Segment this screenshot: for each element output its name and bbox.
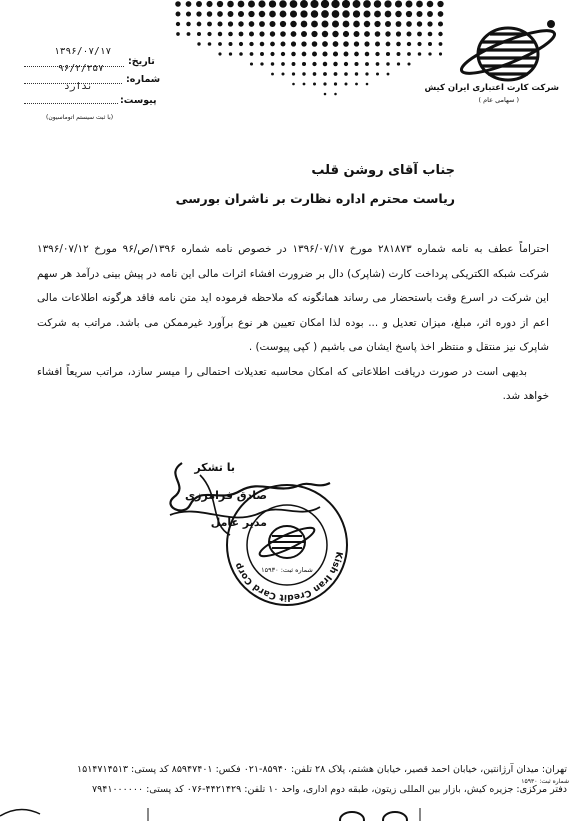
letterhead-dot — [416, 1, 423, 8]
letterhead-dot — [385, 11, 392, 18]
letterhead-dot — [270, 31, 275, 36]
letterhead-dot — [407, 42, 411, 46]
letterhead-dot — [269, 11, 276, 18]
letterhead-dot — [301, 31, 307, 37]
letterhead-dot — [385, 21, 391, 27]
letterhead-dot — [239, 52, 243, 56]
footer-kish-address: دفتر مرکزی: جزیره کیش، بازار بین المللی زیتون، طبقه دوم اداری، واحد ۱۰ تلفن: ۴۴۲۱۴۲۹-۰۷۶ کد پستی: ۷۹۴۱۰۰۰۰۰۰ — [92, 784, 567, 795]
letterhead-dot — [342, 10, 349, 17]
letterhead-dot — [249, 31, 254, 36]
letterhead-dot — [407, 52, 411, 56]
letterhead-dot — [342, 0, 350, 8]
letterhead-dot — [312, 62, 316, 66]
letterhead-dot — [323, 72, 327, 76]
letterhead-dot — [249, 21, 255, 27]
letterhead-dot — [175, 1, 181, 7]
letterhead-dot — [313, 72, 317, 76]
attachment-label: پیوست: — [120, 95, 157, 106]
date-value: ۱۳۹۶/۰۷/۱۷ — [54, 46, 112, 57]
letterhead-dot — [300, 0, 308, 8]
letterhead-dot — [228, 32, 233, 37]
letterhead-dot — [438, 32, 442, 36]
letterhead-dot — [238, 11, 244, 17]
letterhead-dot — [207, 32, 211, 36]
letterhead-dot — [270, 42, 275, 47]
letterhead-dot — [332, 20, 339, 27]
letterhead-dot — [187, 32, 191, 36]
letterhead-dot — [363, 10, 370, 17]
letterhead-dot — [260, 52, 264, 56]
letterhead-dot — [386, 52, 390, 56]
letterhead-dot — [238, 1, 245, 8]
letterhead-dot — [196, 11, 201, 16]
number-value: ۹۶/۲/۲۵۷ — [58, 63, 104, 74]
letterhead-dot — [354, 52, 359, 57]
letterhead-dot — [343, 31, 349, 37]
company-type: ( سهامی عام ) — [478, 96, 519, 104]
letterhead-dot — [322, 31, 328, 37]
automation-note: (با ثبت سیستم اتوماسیون) — [46, 114, 114, 121]
letterhead-dot — [418, 52, 422, 56]
letterhead-dot — [384, 0, 391, 7]
letterhead-dot — [311, 31, 317, 37]
letterhead-dot — [397, 52, 401, 56]
letterhead-dot — [364, 41, 369, 46]
letterhead-dot — [407, 62, 410, 65]
letterhead-dot — [364, 21, 370, 27]
letterhead-dot — [302, 52, 307, 57]
letterhead-dot — [406, 11, 412, 17]
company-logo-icon — [456, 16, 560, 86]
letterhead-dot — [229, 42, 233, 46]
letterhead-dot — [428, 52, 431, 55]
letterhead-dot — [343, 41, 349, 47]
letterhead-dot — [270, 52, 274, 56]
letterhead-dot — [269, 0, 276, 7]
letterhead-dot — [355, 72, 358, 75]
letterhead-dot — [279, 0, 287, 8]
letterhead-dot — [281, 42, 286, 47]
letterhead-dot — [344, 52, 349, 57]
letterhead-dot — [417, 21, 422, 26]
closing-text: با تشکر — [194, 461, 235, 474]
footer-bottom-marks — [0, 800, 585, 821]
letterhead-dot — [344, 62, 348, 66]
letterhead-dot — [238, 21, 243, 26]
letterhead-dot — [427, 1, 434, 8]
letterhead-dot — [280, 21, 286, 27]
letterhead-dot — [406, 31, 411, 36]
letterhead-dot — [218, 52, 221, 55]
letterhead-dot — [439, 42, 443, 46]
letterhead-dot — [397, 62, 400, 65]
signer-name: صادق فرامرزی — [185, 489, 267, 502]
letterhead-dot — [365, 62, 369, 66]
letterhead-dot — [376, 62, 380, 66]
letterhead-dot — [228, 21, 233, 26]
company-name: شرکت کارت اعتباری ایران کیش — [424, 83, 559, 93]
letterhead-dot — [365, 72, 368, 75]
letterhead-dot — [239, 42, 243, 46]
letterhead-dot — [259, 11, 265, 17]
date-label: تاریخ: — [128, 56, 155, 67]
letterhead-dot — [324, 93, 327, 96]
paragraph-1: احتراماً عطف به نامه شماره ۲۸۱۸۷۳ مورخ ۱۳۹۶/۰۷/۱۷ در خصوص نامه شماره ۱۳۹۶/ص/۹۶ مورخ ۱۳۹۶/۰۷/۱۲ شرکت شبکه الکتریکی پرداخت کارت (شاپرک) دال بر ضرورت افشاء اثرات مالی این نامه در پیش بینی درآمد هر سهم این شرکت در اسرع وقت باستحضار می رساند همانگونه که ملاحظه فرموده اید متن نامه فاقد هرگونه اطلاعات مالی اعم از دوره اثر، مبلغ، میزان تعدیل و ... بوده لذا امکان تعیین هر نوع برآورد غیرممکن می باشد. مراتب به شرکت شاپرک نیز منتقل و منتظر اخذ پاسخ ایشان می باشیم ( کپی پیوست) . — [37, 243, 550, 353]
letterhead-dot — [322, 51, 327, 56]
company-stamp — [222, 480, 352, 610]
attachment-line — [24, 103, 118, 104]
letterhead-dot — [355, 83, 358, 86]
letterhead-dot — [311, 21, 318, 28]
letterhead-dot — [321, 10, 329, 18]
signer-title: مدیر عامل — [210, 516, 267, 529]
stamp-reg-number: شماره ثبت: ۱۵۹۳۰ — [261, 566, 313, 574]
letterhead-dot — [386, 62, 389, 65]
letterhead-dot — [343, 21, 350, 28]
letterhead-dot — [208, 42, 212, 46]
letterhead-dot — [290, 21, 296, 27]
letterhead-dot — [176, 12, 181, 17]
letterhead-dot — [301, 21, 308, 28]
letterhead-dot — [438, 11, 444, 17]
letterhead-dot — [428, 32, 433, 37]
stamp-circle-text: Kish Iran Credit Card Corp — [233, 550, 344, 603]
addressee-position: ریاست محترم اداره نظارت بر ناشران بورسی — [175, 191, 455, 206]
addressee-name: جناب آقای روشن قلب — [311, 163, 455, 178]
letterhead-dot — [291, 52, 296, 57]
letterhead-dot — [333, 62, 337, 66]
letterhead-dot — [292, 83, 295, 86]
letterhead-dot — [248, 11, 254, 17]
letterhead-dot — [197, 22, 202, 27]
letterhead-dot — [416, 11, 422, 17]
letterhead-dot — [302, 62, 306, 66]
letterhead-dot — [248, 1, 255, 8]
letterhead-dot — [197, 32, 201, 36]
letterhead-dot — [334, 82, 337, 85]
letterhead-dot — [311, 10, 318, 17]
letterhead-dot — [271, 73, 274, 76]
letterhead-dot — [271, 62, 274, 65]
letterhead-dot — [218, 42, 222, 46]
letterhead-dot — [334, 93, 337, 96]
letterhead-dot — [196, 1, 202, 7]
letterhead-dot — [321, 0, 329, 8]
letterhead-dot — [269, 21, 275, 27]
letterhead-dot — [197, 42, 200, 45]
letterhead-dot — [281, 52, 285, 56]
letterhead-dot — [303, 83, 306, 86]
letterhead-dot — [186, 1, 192, 7]
letterhead-dot — [186, 11, 191, 16]
letterhead-dot — [366, 83, 369, 86]
letterhead-dot — [375, 42, 380, 47]
letterhead-dot — [396, 21, 402, 27]
attachment-value: ندارد — [64, 81, 93, 92]
letterhead-dot — [227, 1, 234, 8]
letterhead-dot — [239, 32, 244, 37]
letterhead-dot — [259, 31, 264, 36]
letterhead-dot — [206, 1, 212, 7]
letterhead-dot — [302, 72, 305, 75]
letterhead-dot — [334, 72, 338, 76]
letterhead-dot — [331, 0, 339, 8]
letterhead-dot — [250, 52, 254, 56]
letterhead-dot — [292, 72, 295, 75]
letterhead-dot — [310, 0, 318, 8]
footer-reg-label: شماره ثبت: ۱۵۹۳۰ — [521, 778, 569, 785]
letterhead-dot — [217, 21, 222, 26]
letterhead-dot — [406, 21, 412, 27]
letterhead-dot — [176, 22, 180, 26]
letterhead-dot — [417, 42, 421, 46]
letterhead-dot — [387, 73, 390, 76]
letterhead-dot — [364, 31, 370, 37]
letterhead-dot — [345, 83, 348, 86]
letterhead-dot — [292, 62, 296, 66]
letterhead-dot — [386, 42, 391, 47]
letterhead-dot — [290, 0, 298, 8]
letterhead-dot — [280, 11, 287, 18]
letterhead-dot — [385, 31, 390, 36]
letterhead-dot — [354, 31, 360, 37]
letterhead-dot — [417, 32, 422, 37]
letterhead-dot — [207, 22, 212, 27]
letterhead-dot — [281, 62, 285, 66]
letterhead-dot — [333, 41, 339, 47]
footer-tehran-address: تهران: میدان آرژانتین، خیابان احمد قصیر، خیابان هشتم، پلاک ۲۸ تلفن: ۸۵۹۴۰-۰۲۱ فکس: ۸۵۹۴۷۴۰۱ کد پستی: ۱۵۱۴۷۱۴۵۱۳ — [77, 764, 567, 775]
letterhead-dot — [259, 21, 265, 27]
letterhead-dot — [228, 11, 234, 17]
letterhead-dot — [217, 11, 223, 17]
letterhead-dot — [176, 32, 180, 36]
letterhead-dot — [258, 0, 265, 7]
letterhead-dot — [281, 72, 284, 75]
letterhead-dot — [354, 62, 358, 66]
letterhead-dot — [354, 41, 359, 46]
letterhead-dot — [406, 1, 413, 8]
letterhead-dot — [376, 72, 379, 75]
letterhead-dot — [396, 31, 401, 36]
paragraph-2: بدیهی است در صورت دریافت اطلاعاتی که امکان محاسبه تعدیلات احتمالی را میسر سازد، مراتب سریعاً افشاء خواهد شد. — [37, 365, 549, 402]
letterhead-dot — [395, 0, 402, 7]
letterhead-dot — [260, 42, 265, 47]
letterhead-dot — [375, 31, 381, 37]
letterhead-dot — [207, 11, 213, 17]
letterhead-dot — [344, 72, 348, 76]
letterhead-dot — [321, 20, 328, 27]
letterhead-dot — [323, 62, 327, 66]
letterhead-dot — [428, 42, 432, 46]
letterhead-dot — [374, 11, 381, 18]
letterhead-dot — [374, 21, 380, 27]
letterhead-dot — [229, 52, 232, 55]
letterhead-dot — [332, 31, 338, 37]
letterhead-dot — [353, 21, 360, 28]
letterhead-dot — [249, 42, 253, 46]
letterhead-dot — [186, 22, 190, 26]
letterhead-dot — [374, 0, 382, 8]
letter-body — [37, 237, 549, 409]
letterhead-dot — [301, 41, 306, 46]
letterhead-dot — [332, 10, 340, 18]
letterhead-dot — [312, 41, 318, 47]
letterhead-dot — [427, 21, 432, 26]
letterhead-dot — [353, 0, 361, 8]
letterhead-dot — [217, 1, 223, 7]
letterhead-dot — [313, 83, 316, 86]
letterhead-dot — [333, 51, 338, 56]
letterhead-dot — [375, 52, 379, 56]
letterhead-dot — [312, 52, 317, 57]
letterhead-dot — [218, 32, 222, 36]
letterhead-dot — [395, 11, 401, 17]
letterhead-dot — [437, 1, 443, 7]
letterhead-dot — [439, 52, 442, 55]
number-label: شماره: — [126, 74, 161, 85]
letterhead-dot — [291, 31, 297, 37]
letterhead-dot — [250, 62, 253, 65]
letterhead-dot — [438, 21, 443, 26]
letterhead-dot — [427, 11, 433, 17]
letterhead-dot — [300, 10, 307, 17]
letterhead-dot — [323, 82, 326, 85]
letterhead-dot — [365, 52, 370, 57]
letterhead-dot — [280, 31, 286, 37]
letterhead-dot — [353, 10, 360, 17]
letterhead-dot — [290, 10, 297, 17]
letterhead-dot — [260, 62, 263, 65]
letterhead-dot — [363, 0, 371, 8]
letterhead-dot — [291, 41, 296, 46]
letterhead-dot — [322, 41, 328, 47]
letterhead-dot — [396, 42, 401, 47]
